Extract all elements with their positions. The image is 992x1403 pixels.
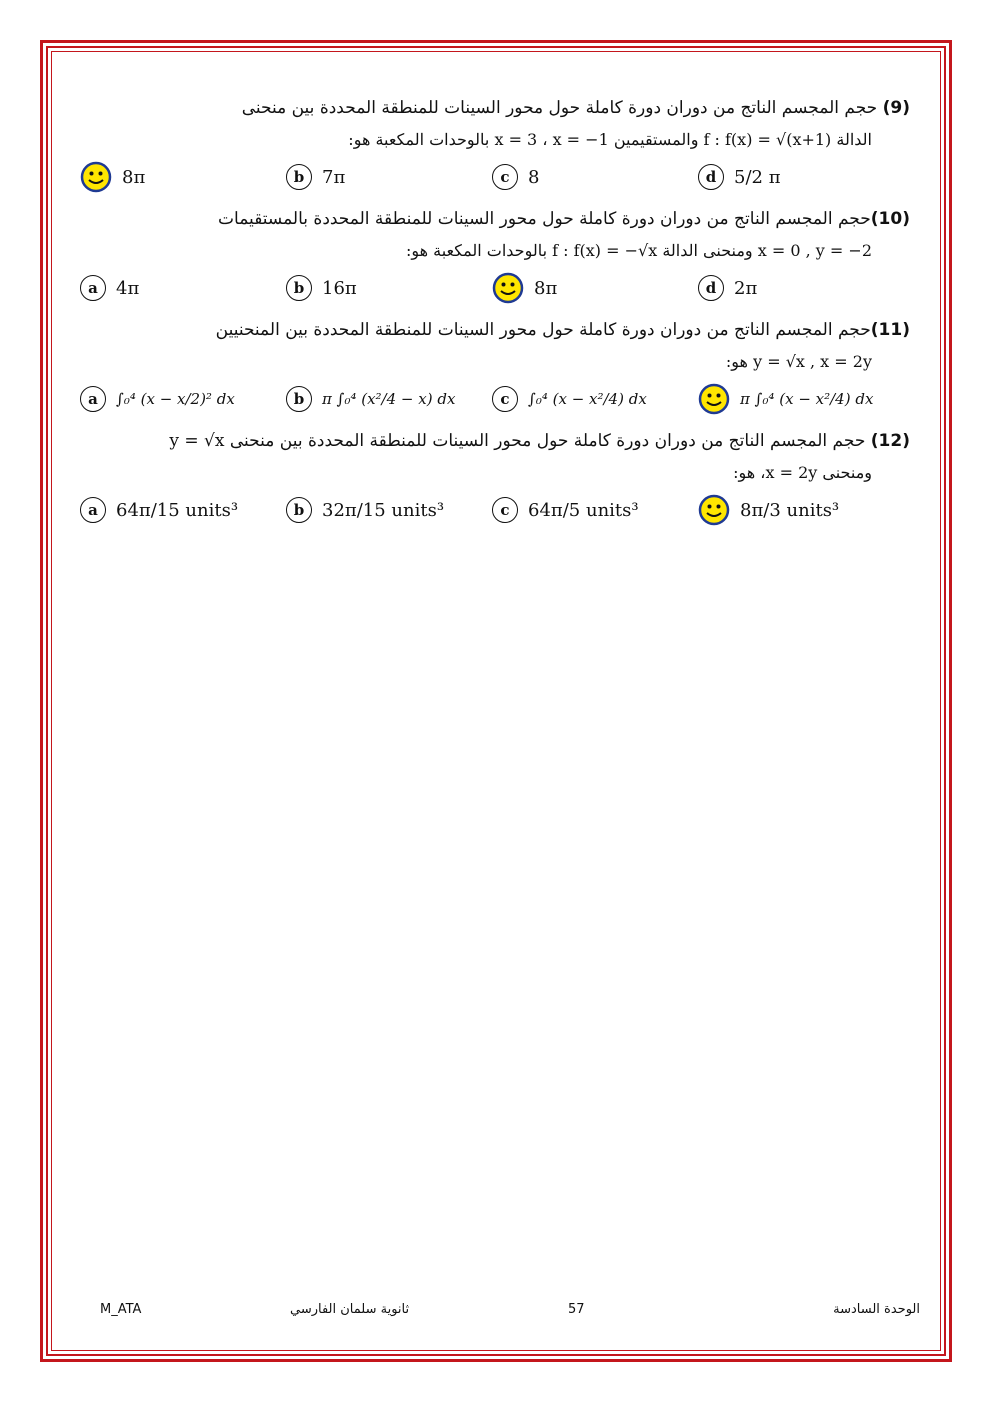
option-badge: a	[80, 497, 106, 523]
option-value: 8π	[534, 277, 558, 299]
option-value: 16π	[322, 277, 357, 299]
option-c[interactable]	[492, 386, 698, 412]
option-d[interactable]	[698, 383, 904, 415]
option-badge: a	[80, 386, 106, 412]
option-value: 8π	[122, 166, 146, 188]
option-c[interactable]	[492, 272, 698, 304]
option-value: π ∫₀⁴ (x − x²/4) dx	[740, 390, 874, 408]
option-value: 4π	[116, 277, 140, 299]
question-number: (10)	[870, 209, 910, 229]
option-b[interactable]	[286, 164, 492, 190]
option-value: 7π	[322, 166, 346, 188]
question-text: حجم المجسم الناتج من دوران دورة كاملة حول محور السينات للمنطقة المحددة بين المنحنيين	[215, 320, 871, 340]
page-footer	[100, 1302, 920, 1322]
question-list	[80, 92, 910, 536]
question-text: حجم المجسم الناتج من دوران دورة كاملة حول محور السينات للمنطقة المحددة بالمستقيمات	[218, 209, 871, 229]
question-text-2: الدالة f : f(x) = √(x+1) والمستقيمين x = 3 ، x = −1 بالوحدات المكعبة هو:	[348, 130, 872, 149]
option-a[interactable]	[80, 497, 286, 523]
option-value: 8	[528, 166, 540, 188]
option-badge: c	[492, 386, 518, 412]
option-badge: b	[286, 275, 312, 301]
option-value: 64π/15 units³	[116, 499, 239, 521]
footer-unit: الوحدة السادسة	[833, 1302, 920, 1317]
option-badge: b	[286, 164, 312, 190]
option-b[interactable]	[286, 386, 492, 412]
option-badge: c	[492, 497, 518, 523]
question-text-2: y = √x , x = 2y هو:	[725, 352, 872, 371]
question-10	[80, 203, 910, 310]
option-b[interactable]	[286, 275, 492, 301]
question-number: (12)	[870, 431, 910, 451]
option-a[interactable]	[80, 386, 286, 412]
options-row	[80, 266, 910, 310]
question-text-2: x = 0 , y = −2 ومنحنى الدالة f : f(x) = −√x بالوحدات المكعبة هو:	[405, 241, 872, 260]
option-value: ∫₀⁴ (x − x/2)² dx	[116, 390, 235, 408]
question-number: (9)	[882, 98, 910, 118]
option-a[interactable]	[80, 275, 286, 301]
smiley-icon	[698, 383, 730, 415]
question-text-2: ومنحنى x = 2y، هو:	[733, 463, 872, 482]
option-value: 8π/3 units³	[740, 499, 840, 521]
options-row	[80, 377, 910, 421]
footer-school: ثانوية سلمان الفارسي	[290, 1302, 410, 1317]
option-value: ∫₀⁴ (x − x²/4) dx	[528, 390, 647, 408]
option-badge: d	[698, 275, 724, 301]
option-badge: a	[80, 275, 106, 301]
option-d[interactable]	[698, 275, 904, 301]
smiley-icon	[80, 161, 112, 193]
footer-author: M_ATA	[100, 1302, 142, 1317]
option-badge: c	[492, 164, 518, 190]
option-badge: d	[698, 164, 724, 190]
question-11	[80, 314, 910, 421]
option-d[interactable]	[698, 494, 904, 526]
option-c[interactable]	[492, 497, 698, 523]
option-d[interactable]	[698, 164, 904, 190]
question-12	[80, 425, 910, 532]
options-row	[80, 155, 910, 199]
option-badge: b	[286, 497, 312, 523]
option-b[interactable]	[286, 497, 492, 523]
option-value: 5/2 π	[734, 166, 781, 188]
option-value: 32π/15 units³	[322, 499, 445, 521]
option-value: 64π/5 units³	[528, 499, 639, 521]
smiley-icon	[698, 494, 730, 526]
question-9	[80, 92, 910, 199]
question-text: حجم المجسم الناتج من دوران دورة كاملة حول محور السينات للمنطقة المحددة بين منحنى	[241, 98, 878, 118]
option-value: π ∫₀⁴ (x²/4 − x) dx	[322, 390, 456, 408]
question-text: حجم المجسم الناتج من دوران دورة كاملة حول محور السينات للمنطقة المحددة بين منحنى y = √x	[169, 431, 866, 451]
smiley-icon	[492, 272, 524, 304]
option-value: 2π	[734, 277, 758, 299]
footer-page-number: 57	[568, 1302, 585, 1317]
question-number: (11)	[870, 320, 910, 340]
option-a[interactable]	[80, 161, 286, 193]
option-badge: b	[286, 386, 312, 412]
option-c[interactable]	[492, 164, 698, 190]
options-row	[80, 488, 910, 532]
